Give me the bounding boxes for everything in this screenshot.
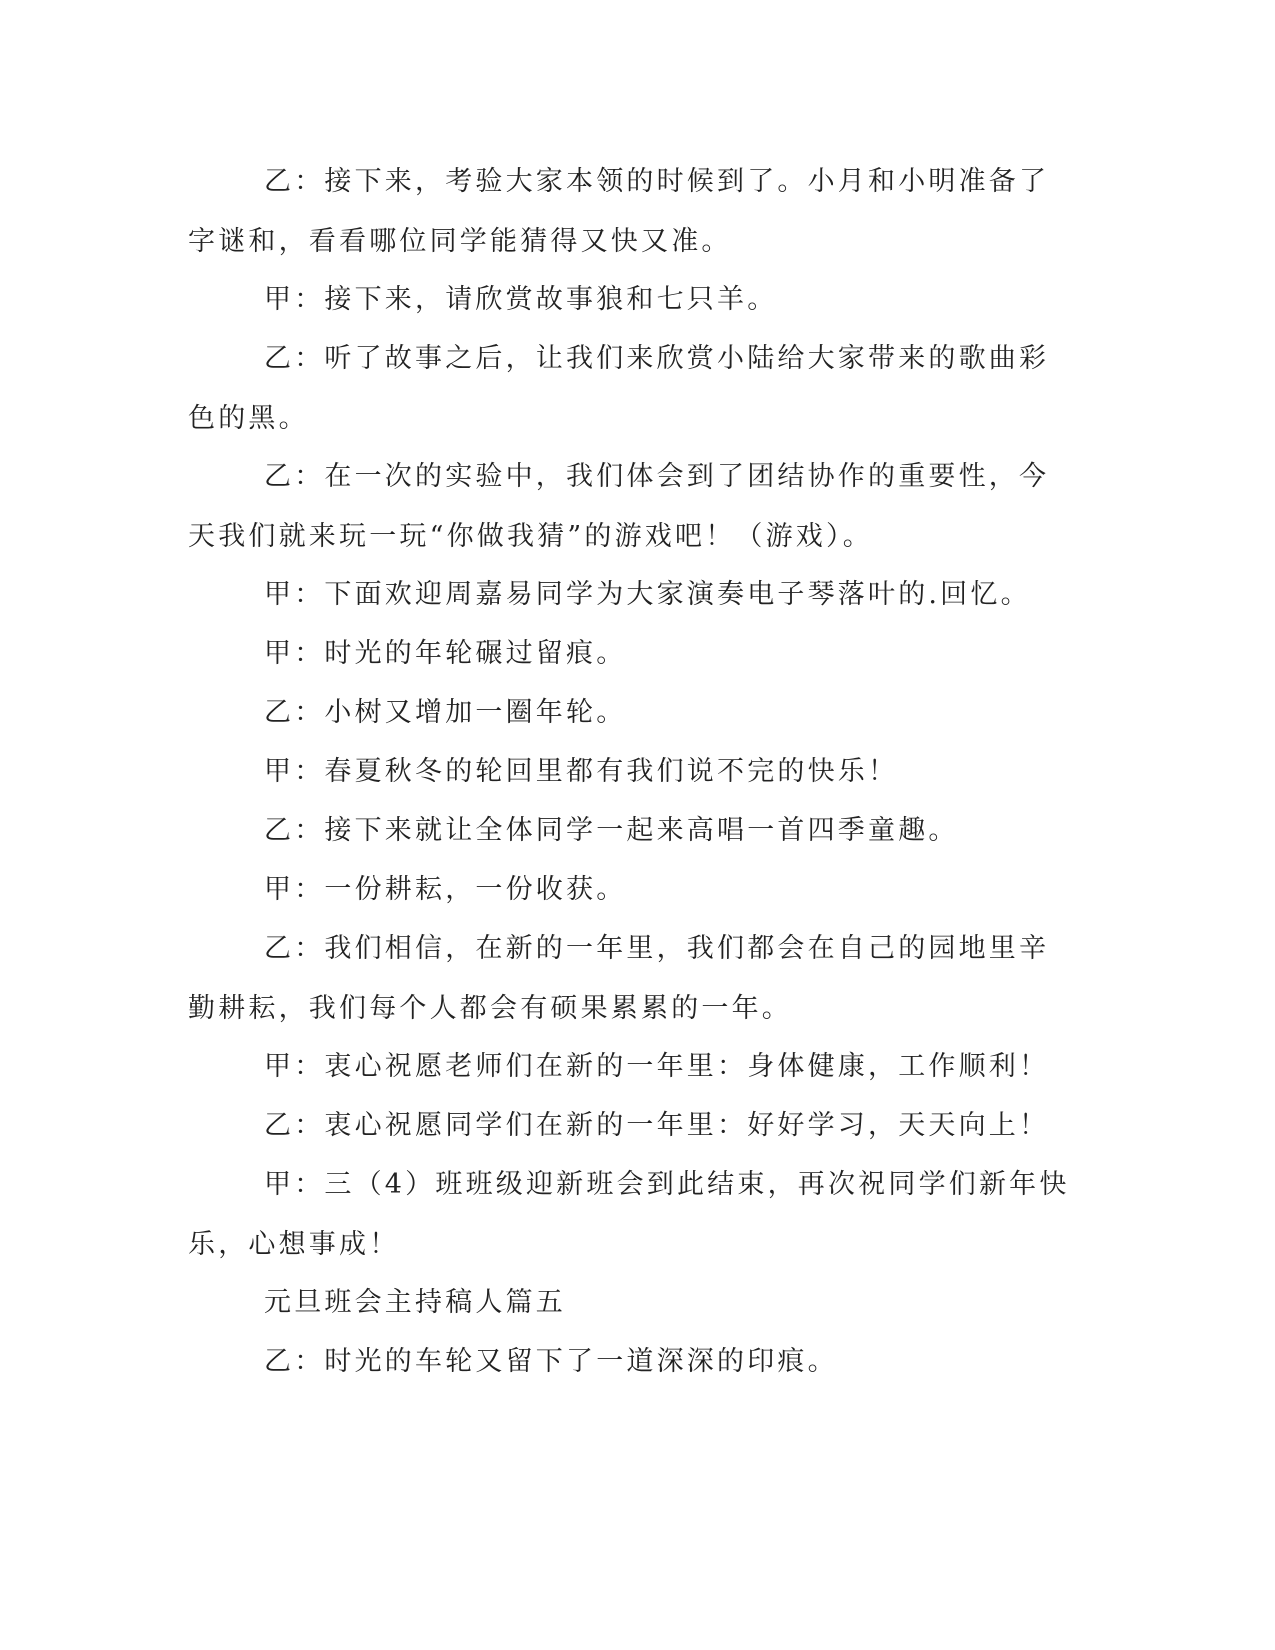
paragraph-3: 乙：听了故事之后，让我们来欣赏小陆给大家带来的歌曲彩色的黑。 <box>188 343 1050 434</box>
paragraph-14: 甲：三（4）班班级迎新班会到此结束，再次祝同学们新年快乐，心想事成！ <box>188 1169 1070 1260</box>
paragraph-9: 乙：接下来就让全体同学一起来高唱一首四季童趣。 <box>264 815 959 846</box>
paragraph-4: 乙：在一次的实验中，我们体会到了团结协作的重要性，今天我们就来玩一玩“你做我猜”的游戏吧！（游戏）。 <box>188 461 1050 552</box>
paragraph-5: 甲：下面欢迎周嘉易同学为大家演奏电子琴落叶的.回忆。 <box>264 579 1031 610</box>
paragraph-2: 甲：接下来，请欣赏故事狼和七只羊。 <box>264 284 778 315</box>
paragraph-10: 甲：一份耕耘，一份收获。 <box>264 874 627 905</box>
paragraph-13: 乙：衷心祝愿同学们在新的一年里：好好学习，天天向上！ <box>264 1110 1050 1141</box>
paragraph-7: 乙：小树又增加一圈年轮。 <box>264 697 627 728</box>
paragraph-8: 甲：春夏秋冬的轮回里都有我们说不完的快乐！ <box>264 756 899 787</box>
paragraph-12: 甲：衷心祝愿老师们在新的一年里：身体健康，工作顺利！ <box>264 1051 1050 1082</box>
section-heading: 元旦班会主持稿人篇五 <box>264 1287 566 1318</box>
paragraph-16: 乙：时光的车轮又留下了一道深深的印痕。 <box>264 1346 838 1377</box>
paragraph-1: 乙：接下来，考验大家本领的时候到了。小月和小明准备了字谜和，看看哪位同学能猜得又快又准。 <box>188 166 1050 257</box>
paragraph-6: 甲：时光的年轮碾过留痕。 <box>264 638 627 669</box>
paragraph-11: 乙：我们相信，在新的一年里，我们都会在自己的园地里辛勤耕耘，我们每个人都会有硕果累累的一年。 <box>188 933 1050 1024</box>
